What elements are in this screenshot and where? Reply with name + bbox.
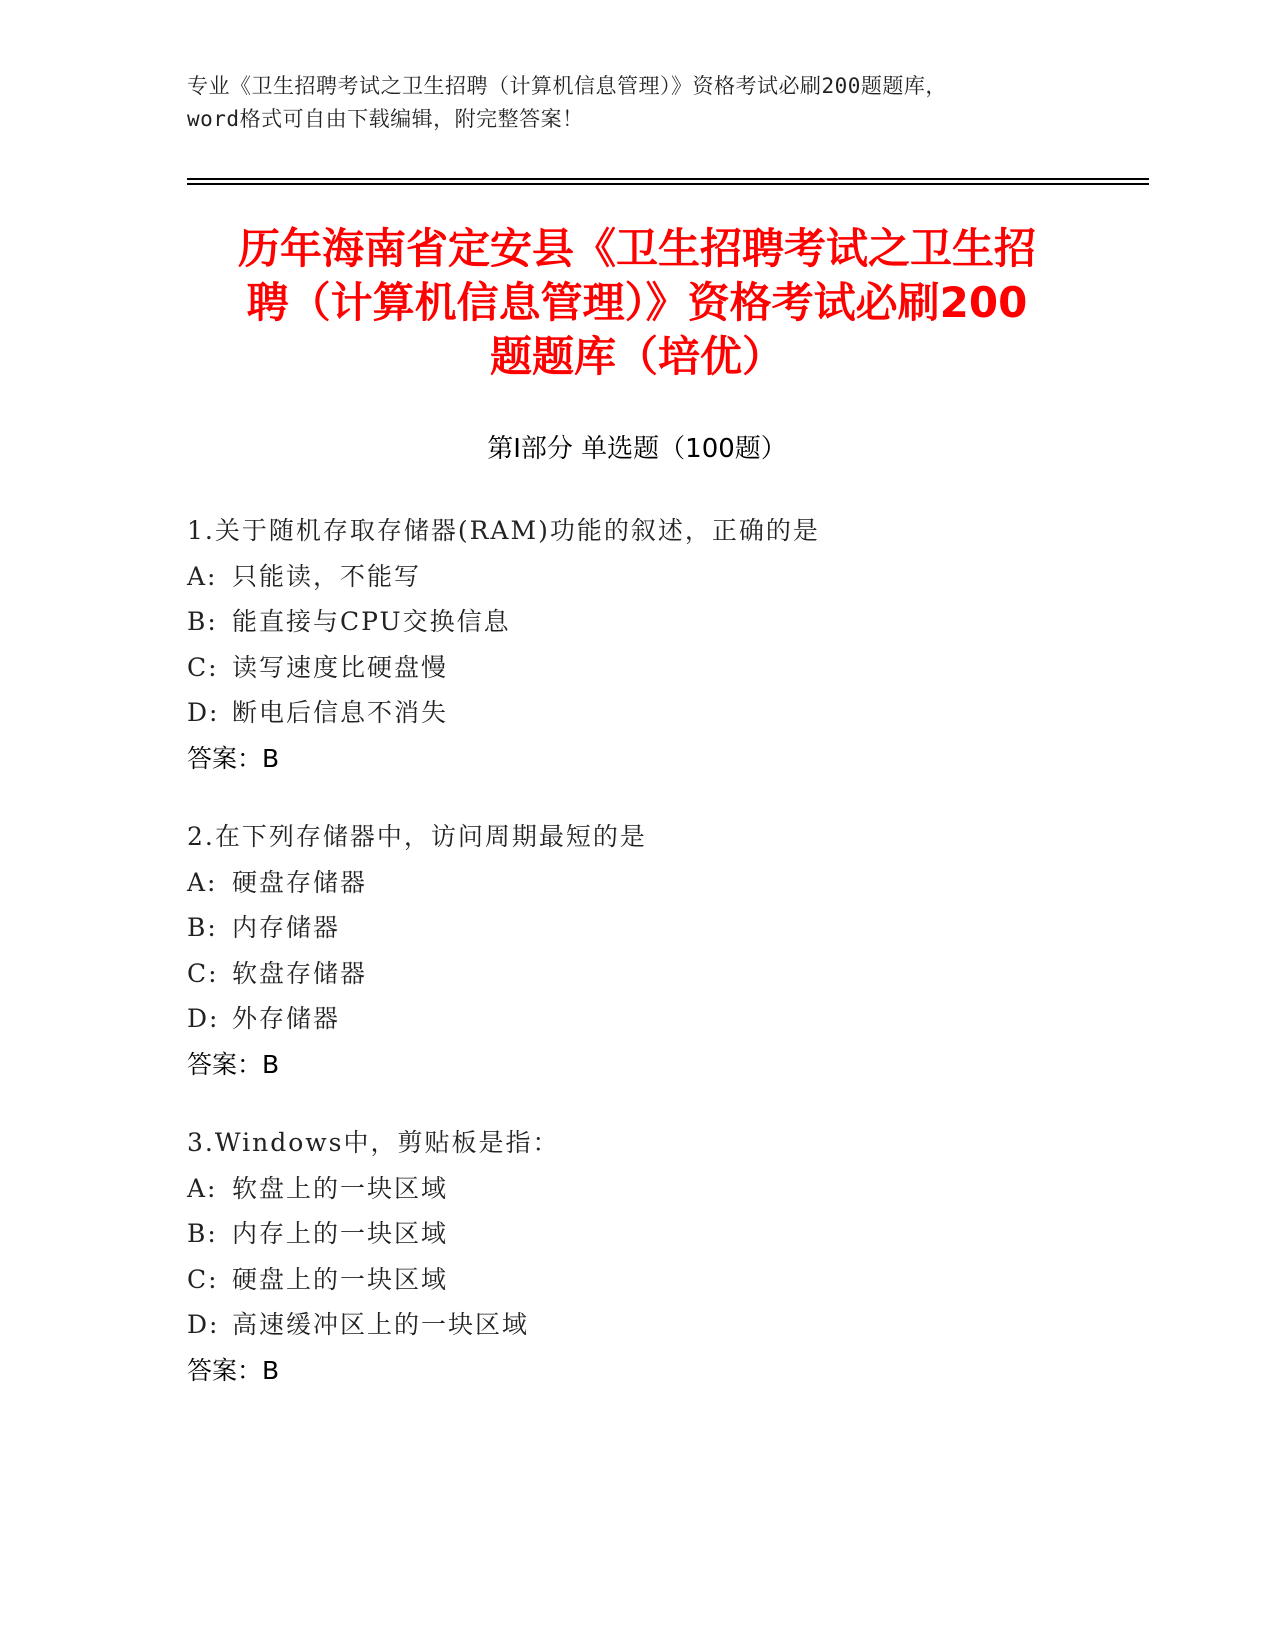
option-text: 软盘上的一块区域 (232, 1173, 449, 1203)
option-d (187, 690, 1087, 736)
option-label: D: (187, 1310, 220, 1339)
answer-prefix: 答案： (187, 1049, 263, 1079)
header-divider-top (187, 178, 1149, 180)
option-label: B: (187, 607, 218, 636)
option-text: 能直接与CPU交换信息 (232, 607, 511, 636)
document-title (187, 222, 1087, 384)
header-note-line-2: word格式可自由下载编辑，附完整答案！ (187, 107, 584, 131)
option-a (187, 1166, 1087, 1212)
option-c (187, 951, 1087, 997)
answer-value: B (262, 1355, 280, 1385)
option-text: 内存上的一块区域 (232, 1219, 449, 1248)
option-text: 高速缓冲区上的一块区域 (232, 1310, 530, 1339)
option-c (187, 1257, 1087, 1303)
option-label: B: (187, 1219, 218, 1248)
option-label: D: (187, 1004, 220, 1033)
option-b (187, 905, 1087, 951)
answer-value: B (262, 743, 280, 773)
section-title: 第Ⅰ部分 单选题（100题） (487, 434, 787, 464)
answer-prefix: 答案： (187, 743, 263, 773)
option-label: A: (187, 867, 218, 897)
header-note-line-1: 专业《卫生招聘考试之卫生招聘（计算机信息管理）》资格考试必刷200题题库， (187, 74, 947, 98)
option-label: C: (187, 652, 219, 682)
document-title-line-1: 历年海南省定安县《卫生招聘考试之卫生招 (237, 224, 1036, 273)
option-d (187, 1302, 1087, 1348)
option-a (187, 554, 1087, 600)
answer-line (187, 736, 1087, 782)
option-c (187, 645, 1087, 691)
answer-value: B (262, 1049, 280, 1079)
option-text: 软盘存储器 (232, 958, 368, 988)
option-label: C: (187, 958, 219, 988)
question-2 (187, 814, 1087, 1087)
option-label: B: (187, 913, 218, 942)
option-text: 只能读，不能写 (232, 561, 422, 591)
option-text: 读写速度比硬盘慢 (232, 652, 449, 682)
document-title-line-2: 聘（计算机信息管理）》资格考试必刷200 (246, 278, 1028, 327)
option-text: 断电后信息不消失 (232, 698, 449, 727)
answer-prefix: 答案： (187, 1355, 263, 1385)
answer-line (187, 1042, 1087, 1088)
option-d (187, 996, 1087, 1042)
option-b (187, 599, 1087, 645)
option-label: A: (187, 1173, 218, 1203)
option-label: A: (187, 561, 218, 591)
question-3 (187, 1120, 1087, 1393)
option-text: 硬盘上的一块区域 (232, 1264, 449, 1294)
question-1 (187, 508, 1087, 781)
document-title-line-3: 题题库（培优） (489, 332, 784, 381)
option-label: D: (187, 698, 220, 727)
option-text: 硬盘存储器 (232, 867, 368, 897)
option-text: 内存储器 (232, 913, 341, 942)
header-note (187, 70, 1117, 136)
header-divider-bottom (187, 183, 1149, 185)
question-stem: 2.在下列存储器中，访问周期最短的是 (187, 822, 647, 851)
option-b (187, 1211, 1087, 1257)
question-stem: 1.关于随机存取存储器(RAM)功能的叙述，正确的是 (187, 516, 820, 545)
option-text: 外存储器 (232, 1004, 341, 1033)
answer-line (187, 1348, 1087, 1394)
option-label: C: (187, 1264, 219, 1294)
question-stem: 3.Windows中，剪贴板是指： (187, 1128, 560, 1157)
option-a (187, 860, 1087, 906)
